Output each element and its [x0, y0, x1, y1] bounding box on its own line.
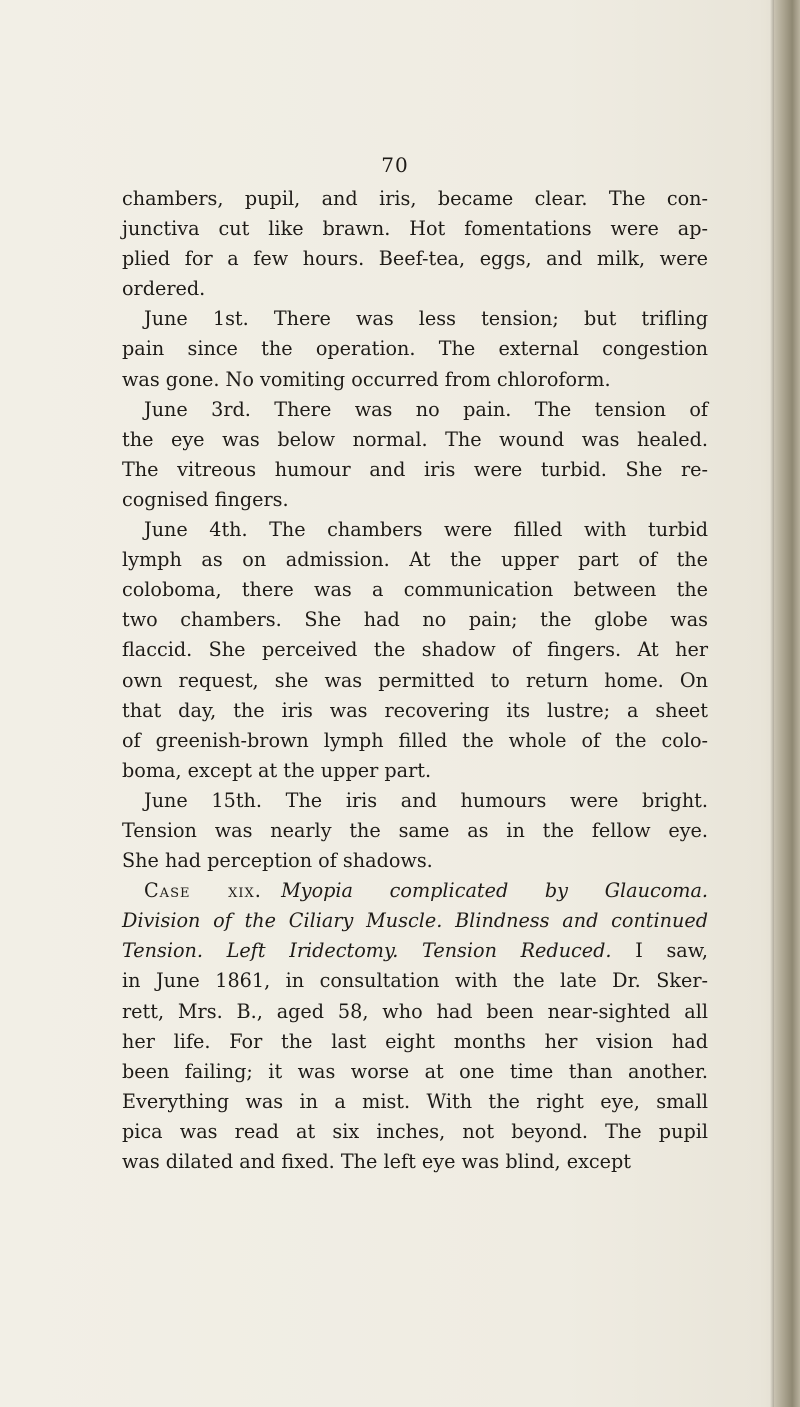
text-line: The vitreous humour and iris were turbid. She re- — [122, 457, 708, 481]
text-line: own request, she was permitted to return home. On — [122, 668, 708, 692]
text-line: of greenish-brown lymph filled the whole of the colo- — [122, 728, 708, 752]
text-line: June 15th. The iris and humours were bright. — [144, 788, 708, 812]
text-line: flaccid. She perceived the shadow of fingers. At her — [122, 638, 708, 662]
text-line: Everything was in a mist. With the right eye, small — [122, 1089, 708, 1113]
text-line: pica was read at six inches, not beyond. The pupil — [122, 1119, 708, 1143]
case-title: Myopia complicated by Glaucoma. — [281, 879, 708, 903]
text-line: chambers, pupil, and iris, became clear. The con- — [122, 187, 708, 210]
case-title-continued: Tension. Left Iridectomy. Tension Reduced. — [122, 939, 612, 963]
text-line: in June 1861, in consultation with the late Dr. Sker- — [122, 969, 708, 993]
text-line: cognised fingers. — [122, 487, 289, 511]
book-spine — [774, 0, 800, 1407]
text-line: rett, Mrs. B., aged 58, who had been near-sighted all — [122, 999, 708, 1023]
body-text — [122, 184, 708, 1177]
text-line: pain since the operation. The external congestion — [122, 337, 708, 361]
text-line: been failing; it was worse at one time than another. — [122, 1059, 708, 1083]
text-line: plied for a few hours. Beef-tea, eggs, and milk, were — [122, 247, 708, 271]
case-heading-line — [122, 876, 708, 906]
text-line: June 1st. There was less tension; but trifling — [144, 307, 708, 331]
page-number: 70 — [381, 153, 409, 177]
text-line: ordered. — [122, 277, 206, 301]
case-label: Case xix. — [144, 879, 262, 903]
case-heading-line — [122, 936, 708, 966]
text-line: the eye was below normal. The wound was healed. — [122, 427, 708, 451]
case-heading-line: Division of the Ciliary Muscle. Blindness and continued — [122, 909, 708, 933]
text-line: lymph as on admission. At the upper part of the — [122, 548, 708, 572]
text-line: two chambers. She had no pain; the globe was — [122, 608, 708, 632]
text-line: boma, except at the upper part. — [122, 758, 432, 782]
text-line: coloboma, there was a communication between the — [122, 578, 708, 602]
text-line: her life. For the last eight months her vision had — [122, 1029, 708, 1053]
text-line: junctiva cut like brawn. Hot fomentations were ap- — [122, 217, 708, 241]
text-line: June 4th. The chambers were filled with turbid — [144, 518, 708, 542]
text-line: Tension was nearly the same as in the fellow eye. — [122, 818, 708, 842]
text-line: that day, the iris was recovering its lustre; a sheet — [122, 698, 708, 722]
text-line: was gone. No vomiting occurred from chloroform. — [122, 367, 611, 391]
text-line: was dilated and fixed. The left eye was blind, except — [122, 1150, 632, 1173]
text-line: June 3rd. There was no pain. The tension of — [144, 397, 708, 421]
text-fragment: I saw, — [635, 939, 708, 963]
text-line: She had perception of shadows. — [122, 849, 433, 873]
